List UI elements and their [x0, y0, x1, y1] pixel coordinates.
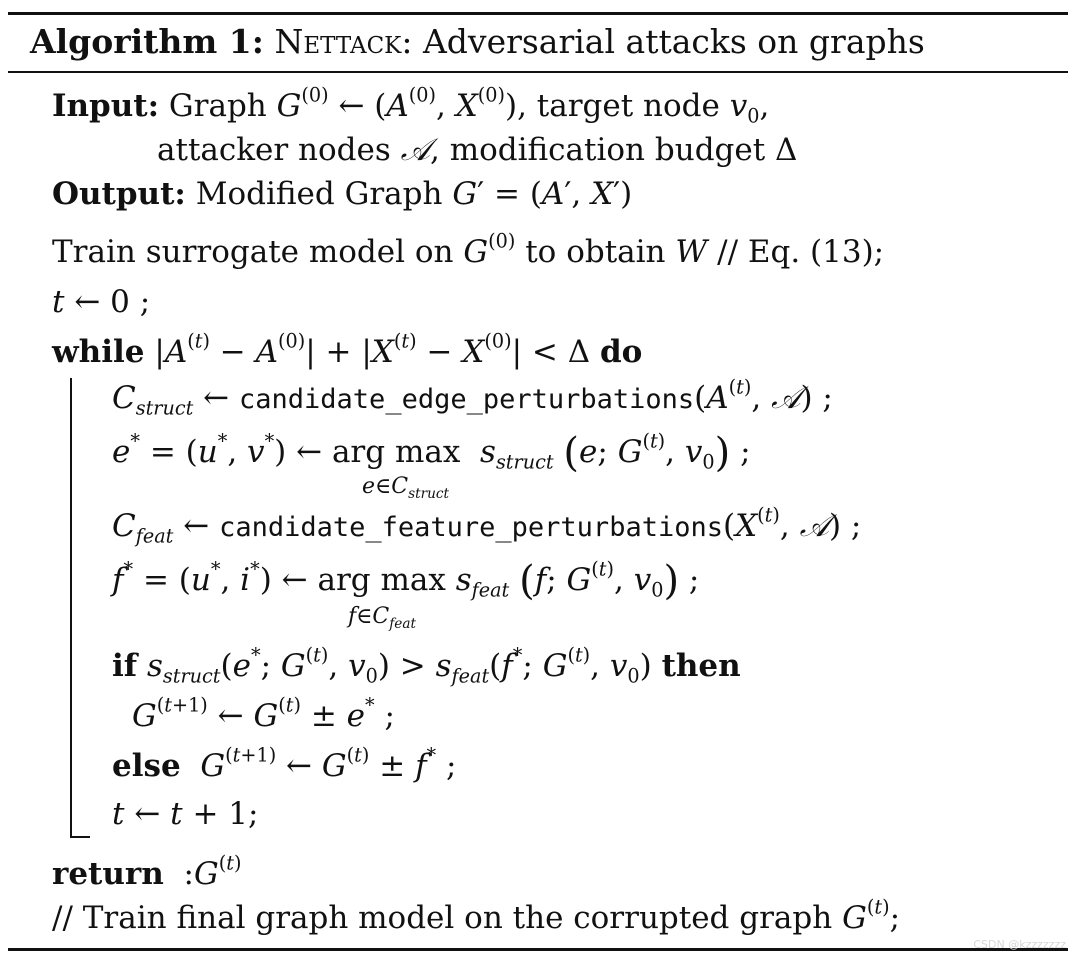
- train-line: Train surrogate model on $G^{(0)}$ to obtain W // Eq. (13);: [52, 229, 885, 270]
- estar-line: e* = (u*, v*) ← arg $\max s_{struct}$ (e; $G^{(t)}$, $v_0$) ;: [112, 429, 751, 476]
- final-comment-line: // Train final graph model on the corrupted graph $G^{(t)}$;: [52, 895, 901, 936]
- cstruct-line: $C_{struct}$ ← $candidate\_edge\_perturbations(A^{(t)}$, 𝒜) ;: [112, 375, 833, 420]
- else-line: else $G^{(t+1)}$ ← $G^{(t)} \pm f^*$ ;: [112, 743, 457, 784]
- estar-subscript: $e\in C_{struct}$: [362, 474, 450, 502]
- if-line: if $s_{struct}(e^*$; $G^{(t)}$, $v_0) > s_{feat}(f^*$; $G^{(t)}$, $v_0$) then: [112, 643, 741, 688]
- output-line: Output: Modified Graph G′ = (A′, X′): [52, 176, 633, 212]
- cfeat-line: $C_{feat}$ ← $candidate\_feature\_perturbations(X^{(t)}$, 𝒜) ;: [112, 503, 862, 548]
- update-edge-line: $G^{(t+1)}$ ← $G^{(t)} \pm e^*$ ;: [132, 693, 395, 734]
- while-line: while $|A^{(t)} - A^{(0)}| + |X^{(t)} - X^{(0)}| < \Delta$ do: [52, 329, 643, 370]
- top-rule: [8, 12, 1068, 15]
- feature-function: candidate_feature_perturbations: [219, 512, 723, 543]
- output-label: Output:: [52, 176, 186, 212]
- algorithm-name: Nettack: [274, 22, 402, 61]
- increment-line: t ← t + 1;: [112, 796, 259, 832]
- bottom-rule: [8, 948, 1068, 951]
- watermark: CSDN @kzzzzzzz: [973, 938, 1066, 951]
- input-label: Input:: [52, 88, 160, 124]
- edge-function: candidate_edge_perturbations: [239, 384, 695, 415]
- input-line-2: attacker nodes 𝒜, modification budget Δ: [157, 132, 798, 168]
- loop-bar: [70, 378, 72, 838]
- return-line: return $:G^{(t)}$: [52, 851, 242, 892]
- algorithm-title: Adversarial attacks on graphs: [422, 22, 925, 61]
- init-line: t ← 0 ;: [52, 284, 151, 320]
- header-rule: [8, 71, 1068, 73]
- algorithm-label: Algorithm 1:: [30, 22, 264, 61]
- fstar-line: f* = (u*, i*) ← arg $\max s_{feat}$ (f; $G^{(t)}$, $v_0$) ;: [112, 557, 700, 604]
- input-line-1: Input: Graph $G^{(0)}$ ← ($A^{(0)}$, $X^{(0)}$), target node $v_0$,: [52, 83, 770, 128]
- algorithm-header: Algorithm 1: Nettack: Adversarial attacks on graphs: [30, 22, 925, 61]
- loop-bar-end: [70, 836, 90, 838]
- fstar-subscript: $f\in C_{feat}$: [348, 604, 416, 632]
